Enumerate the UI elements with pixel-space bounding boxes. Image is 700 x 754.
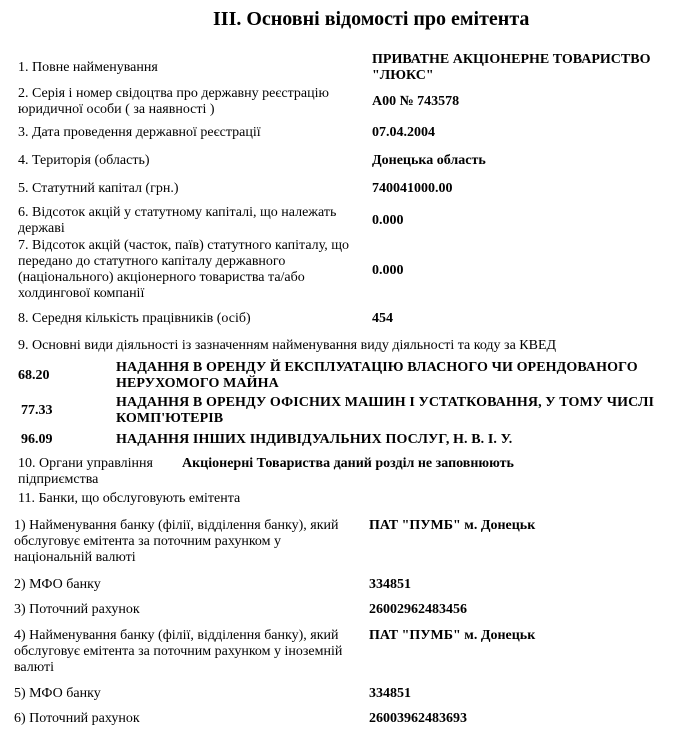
row-value-capital: 740041000.00 [372,181,453,196]
row-value-employees: 454 [372,311,393,326]
activity-code: 77.33 [21,403,53,418]
row-value-territory: Донецька область [372,153,486,168]
activity-name: НАДАННЯ В ОРЕНДУ ОФІСНИХ МАШИН І УСТАТКОВАННЯ, У ТОМУ ЧИСЛІ КОМП'ЮТЕРІВ [116,395,655,426]
bank-row-value: ПАТ "ПУМБ" м. Донецьк [369,628,536,643]
governance-label: 10. Органи управління підприємства [18,456,153,487]
bank-row-label: 6) Поточний рахунок [14,711,140,726]
row-value-holding-share: 0.000 [372,263,404,278]
bank-row-label: 1) Найменування банку (філії, відділення банку), який обслуговує емітента за поточним рахунком у національній валюті [14,518,339,565]
activity-code: 96.09 [21,432,53,447]
row-label-registration-date: 3. Дата проведення державної реєстрації [18,125,261,140]
bank-row-value: 334851 [369,577,411,592]
activity-name: НАДАННЯ В ОРЕНДУ Й ЕКСПЛУАТАЦІЮ ВЛАСНОГО ЧИ ОРЕНДОВАНОГО НЕРУХОМОГО МАЙНА [116,360,638,391]
row-value-full-name: ПРИВАТНЕ АКЦІОНЕРНЕ ТОВАРИСТВО "ЛЮКС" [372,52,651,83]
bank-row-value: 26002962483456 [369,602,467,617]
row-value-registration-date: 07.04.2004 [372,125,435,140]
row-label-employees: 8. Середня кількість працівників (осіб) [18,311,251,326]
banks-heading: 11. Банки, що обслуговують емітента [18,491,241,506]
page-title: III. Основні відомості про емітента [213,8,530,30]
row-label-capital: 5. Статутний капітал (грн.) [18,181,179,196]
bank-row-value: 334851 [369,686,411,701]
bank-row-label: 2) МФО банку [14,577,101,592]
bank-row-label: 4) Найменування банку (філії, відділення банку), який обслуговує емітента за поточним рахунком у іноземній валюті [14,628,343,675]
bank-row-value: ПАТ "ПУМБ" м. Донецьк [369,518,536,533]
row-label-state-share: 6. Відсоток акцій у статутному капіталі, що належать державі [18,205,337,236]
row-value-certificate: А00 № 743578 [372,94,460,109]
bank-row-label: 5) МФО банку [14,686,101,701]
activity-code: 68.20 [18,368,50,383]
activities-heading: 9. Основні види діяльності із зазначенням найменування виду діяльності та коду за КВЕД [18,338,557,353]
bank-row-value: 26003962483693 [369,711,467,726]
activity-name: НАДАННЯ ІНШИХ ІНДИВІДУАЛЬНИХ ПОСЛУГ, Н. В. І. У. [116,432,513,447]
bank-row-label: 3) Поточний рахунок [14,602,140,617]
governance-value: Акціонерні Товариства даний розділ не заповнюють [182,456,514,471]
row-value-state-share: 0.000 [372,213,404,228]
row-label-territory: 4. Територія (область) [18,153,150,168]
row-label-full-name: 1. Повне найменування [18,60,158,75]
row-label-holding-share: 7. Відсоток акцій (часток, паїв) статутного капіталу, що передано до статутного капіталу державного (національного) акціонерного товариства та/або холдингової компанії [18,238,350,301]
row-label-certificate: 2. Серія і номер свідоцтва про державну реєстрацію юридичної особи ( за наявності ) [18,86,329,117]
